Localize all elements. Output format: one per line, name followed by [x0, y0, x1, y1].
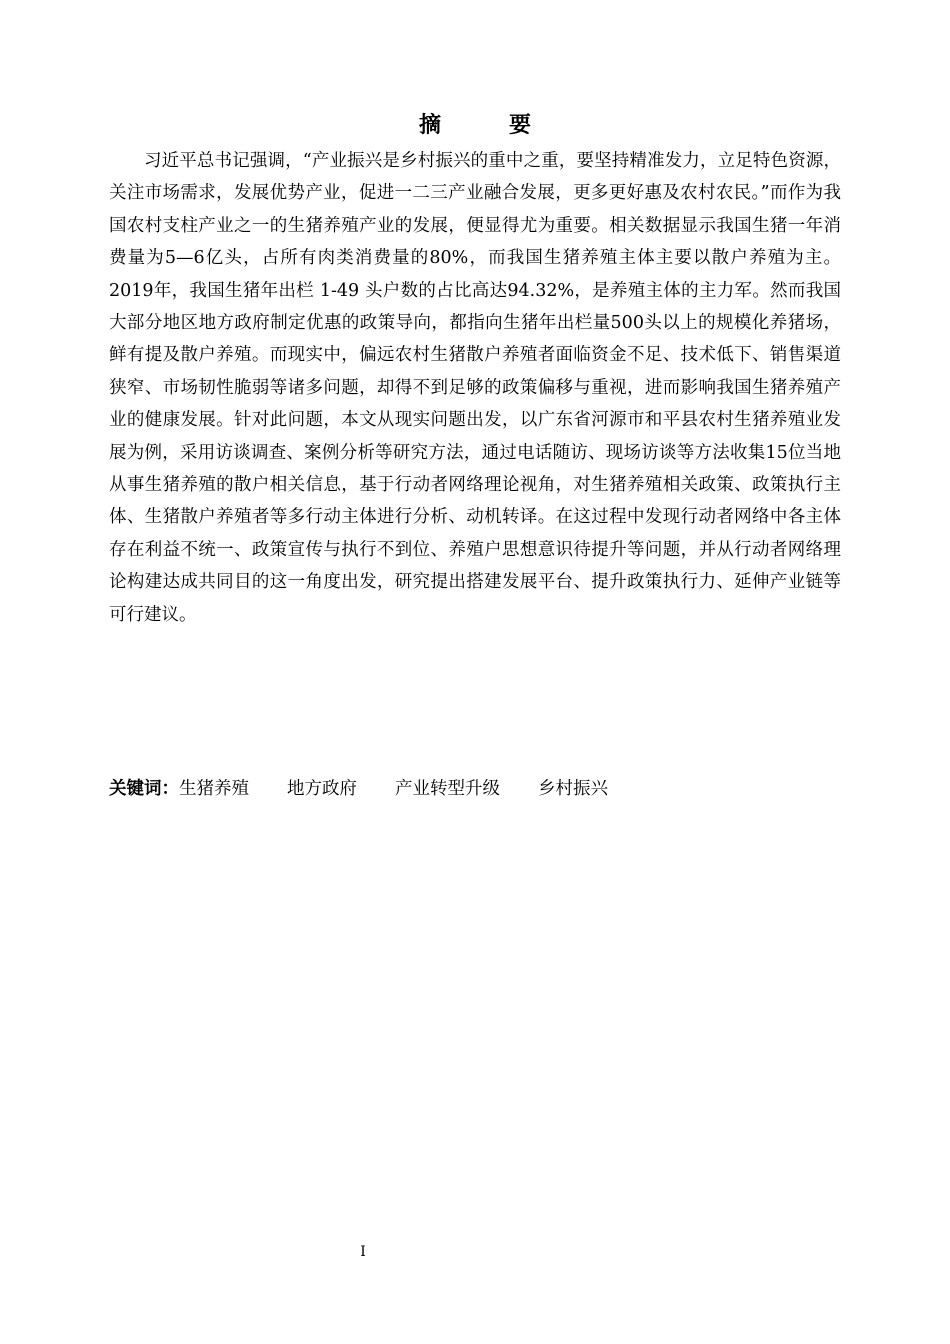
keyword-item: 地方政府 [287, 779, 357, 799]
keyword-item: 生猪养殖 [179, 779, 249, 799]
keyword-item: 乡村振兴 [538, 779, 608, 799]
keyword-item: 产业转型升级 [395, 779, 500, 799]
abstract-paragraph: 习近平总书记强调，“产业振兴是乡村振兴的重中之重，要坚持精准发力，立足特色资源，关注市场需求，发展优势产业，促进一二三产业融合发展，更多更好惠及农村农民。”而作为我国农村支柱产业之一的生猪养殖产业的发展，便显得尤为重要。相关数据显示我国生猪一年消费量为5—6亿头，占所有肉类消费量的80%，而我国生猪养殖主体主要以散户养殖为主。2019年，我国生猪年出栏 1-49 头户数的占比高达94.32%，是养殖主体的主力军。然而我国大部分地区地方政府制定优惠的政策导向，都指向生猪年出栏量500头以上的规模化养猪场，鲜有提及散户养殖。而现实中，偏远农村生猪散户养殖者面临资金不足、技术低下、销售渠道狭窄、市场韧性脆弱等诸多问题，却得不到足够的政策偏移与重视，进而影响我国生猪养殖产业的健康发展。针对此问题，本文从现实问题出发，以广东省河源市和平县农村生猪养殖业发展为例，采用访谈调查、案例分析等研究方法，通过电话随访、现场访谈等方法收集15位当地从事生猪养殖的散户相关信息，基于行动者网络理论视角，对生猪养殖相关政策、政策执行主体、生猪散户养殖者等多行动主体进行分析、动机转译。在这过程中发现行动者网络中各主体存在利益不统一、政策宣传与执行不到位、养殖户思想意识待提升等问题，并从行动者网络理论构建达成共同目的这一角度出发，研究提出搭建发展平台、提升政策执行力、延伸产业链等可行建议。 [109, 151, 841, 625]
abstract-body [109, 145, 841, 631]
abstract-title-char-2: 要 [509, 113, 532, 138]
page-number: I [360, 1244, 366, 1260]
keywords-label: 关键词： [109, 779, 179, 799]
keywords-line [109, 773, 841, 805]
abstract-title [0, 108, 950, 139]
abstract-title-char-1: 摘 [418, 113, 441, 138]
